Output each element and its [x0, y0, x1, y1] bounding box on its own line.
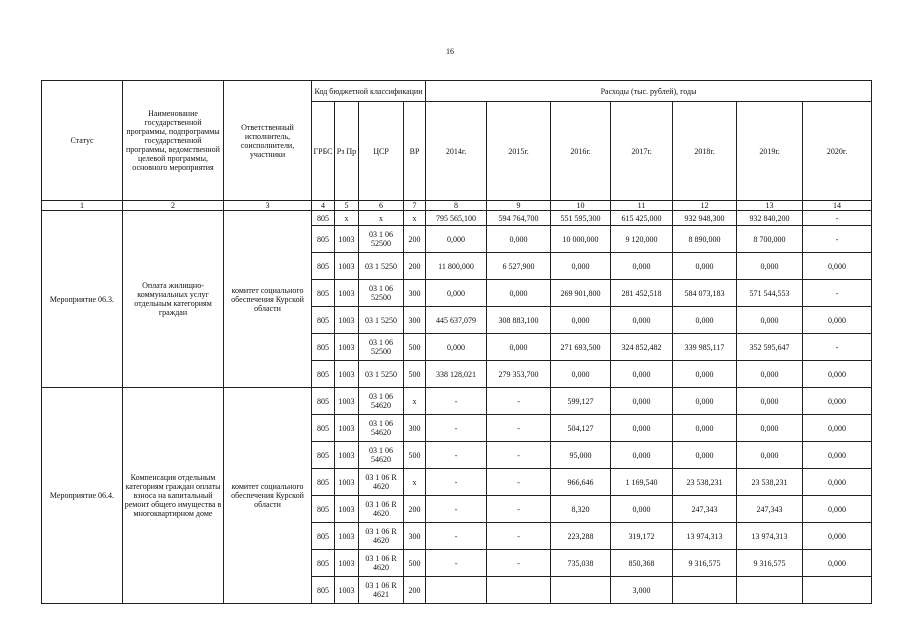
table-cell: 0,000: [551, 307, 611, 334]
table-cell: 03 1 06 R 4621: [359, 577, 404, 604]
table-cell: 615 425,000: [611, 211, 673, 226]
header-year: 2016г.: [551, 102, 611, 201]
table-cell: 03 1 5250: [359, 361, 404, 388]
table-cell: 319,172: [611, 523, 673, 550]
table-cell: 1003: [335, 523, 359, 550]
table-cell: 1003: [335, 442, 359, 469]
table-cell: 0,000: [426, 334, 487, 361]
table-cell: 0,000: [611, 496, 673, 523]
table-cell: 500: [404, 361, 426, 388]
table-cell: x: [404, 469, 426, 496]
table-row: [42, 211, 872, 226]
header-grbs: ГРБС: [312, 102, 335, 201]
row-executor: комитет социального обеспечения Курской области: [224, 211, 312, 388]
table-cell: 300: [404, 523, 426, 550]
table-cell: -: [803, 334, 872, 361]
table-cell: 500: [404, 550, 426, 577]
table-cell: 1 169,540: [611, 469, 673, 496]
table-cell: 0,000: [803, 415, 872, 442]
table-cell: 1003: [335, 496, 359, 523]
table-cell: 03 1 06 52500: [359, 280, 404, 307]
table-cell: 03 1 06 54620: [359, 388, 404, 415]
table-cell: 279 353,700: [487, 361, 551, 388]
table-cell: 1003: [335, 469, 359, 496]
header-year: 2014г.: [426, 102, 487, 201]
table-cell: 03 1 06 54620: [359, 442, 404, 469]
table-cell: 0,000: [487, 334, 551, 361]
table-cell: 247,343: [673, 496, 737, 523]
table-cell: 584 073,183: [673, 280, 737, 307]
table-cell: 0,000: [737, 253, 803, 280]
header-year: 2019г.: [737, 102, 803, 201]
table-cell: 0,000: [551, 253, 611, 280]
table-cell: 3,000: [611, 577, 673, 604]
table-cell: 932 840,200: [737, 211, 803, 226]
table-cell: 300: [404, 415, 426, 442]
table-cell: -: [426, 388, 487, 415]
header-year: 2018г.: [673, 102, 737, 201]
table-cell: -: [426, 523, 487, 550]
table-cell: 11 800,000: [426, 253, 487, 280]
table-cell: 805: [312, 226, 335, 253]
header-executor: Ответственный исполнитель, соисполнители, участники: [224, 81, 312, 201]
column-number: 4: [312, 201, 335, 211]
table-cell: 850,368: [611, 550, 673, 577]
table-cell: 0,000: [487, 226, 551, 253]
table-cell: 0,000: [737, 415, 803, 442]
table-cell: [737, 577, 803, 604]
table-cell: 0,000: [611, 253, 673, 280]
header-year: 2015г.: [487, 102, 551, 201]
table-cell: [551, 577, 611, 604]
table-cell: 500: [404, 334, 426, 361]
table-cell: 735,038: [551, 550, 611, 577]
table-cell: 03 1 06 52500: [359, 226, 404, 253]
table-cell: 805: [312, 253, 335, 280]
budget-table: [41, 80, 872, 604]
table-cell: 200: [404, 577, 426, 604]
table-cell: 200: [404, 496, 426, 523]
table-cell: 805: [312, 415, 335, 442]
column-number: 13: [737, 201, 803, 211]
table-cell: 805: [312, 469, 335, 496]
column-number: 6: [359, 201, 404, 211]
table-cell: 0,000: [611, 307, 673, 334]
table-cell: 0,000: [673, 388, 737, 415]
table-cell: 571 544,553: [737, 280, 803, 307]
table-cell: 0,000: [803, 253, 872, 280]
table-cell: [673, 577, 737, 604]
table-cell: -: [803, 211, 872, 226]
column-number: 14: [803, 201, 872, 211]
table-cell: 0,000: [803, 469, 872, 496]
table-cell: 03 1 06 R 4620: [359, 523, 404, 550]
table-cell: 1003: [335, 280, 359, 307]
table-cell: -: [487, 442, 551, 469]
table-cell: 932 948,300: [673, 211, 737, 226]
table-cell: 1003: [335, 577, 359, 604]
table-cell: 13 974,313: [673, 523, 737, 550]
table-cell: 1003: [335, 226, 359, 253]
table-cell: 0,000: [673, 442, 737, 469]
table-cell: 0,000: [737, 442, 803, 469]
table-cell: 271 693,500: [551, 334, 611, 361]
column-number: 3: [224, 201, 312, 211]
table-cell: 0,000: [673, 361, 737, 388]
column-number: 8: [426, 201, 487, 211]
table-cell: 9 316,575: [737, 550, 803, 577]
column-number: 7: [404, 201, 426, 211]
table-cell: 805: [312, 334, 335, 361]
header-name: Наименование государственной программы, подпрограммы государственной программы, ведомственной целевой программы, основного мероприятия: [123, 81, 224, 201]
table-cell: 0,000: [673, 415, 737, 442]
table-cell: 1003: [335, 253, 359, 280]
table-cell: 0,000: [611, 388, 673, 415]
table-cell: 1003: [335, 361, 359, 388]
table-cell: 0,000: [803, 361, 872, 388]
column-number: 1: [42, 201, 123, 211]
table-row: [42, 388, 872, 415]
table-cell: 0,000: [611, 415, 673, 442]
column-number: 2: [123, 201, 224, 211]
table-cell: 281 452,518: [611, 280, 673, 307]
table-cell: 504,127: [551, 415, 611, 442]
table-cell: 805: [312, 442, 335, 469]
column-number: 5: [335, 201, 359, 211]
table-cell: 03 1 06 54620: [359, 415, 404, 442]
row-name: Компенсация отдельным категориям граждан оплаты взноса на капитальный ремонт общего имущества в многоквартирном доме: [123, 388, 224, 604]
table-cell: 805: [312, 577, 335, 604]
table-cell: 1003: [335, 550, 359, 577]
table-cell: -: [426, 415, 487, 442]
table-cell: 308 883,100: [487, 307, 551, 334]
table-cell: 805: [312, 307, 335, 334]
table-cell: 805: [312, 550, 335, 577]
table-cell: 03 1 06 R 4620: [359, 550, 404, 577]
table-cell: [426, 577, 487, 604]
table-cell: 805: [312, 211, 335, 226]
column-number-row: [42, 201, 872, 211]
table-cell: 551 595,300: [551, 211, 611, 226]
table-cell: 13 974,313: [737, 523, 803, 550]
table-cell: x: [404, 388, 426, 415]
table-cell: 0,000: [803, 550, 872, 577]
table-cell: -: [426, 496, 487, 523]
table-cell: 805: [312, 496, 335, 523]
header-expenses: Расходы (тыс. рублей), годы: [426, 81, 872, 102]
table-cell: 200: [404, 253, 426, 280]
table-cell: -: [803, 226, 872, 253]
header-csr: ЦСР: [359, 102, 404, 201]
table-cell: x: [404, 211, 426, 226]
table-cell: 1003: [335, 307, 359, 334]
table-cell: 1003: [335, 388, 359, 415]
table-cell: 445 637,079: [426, 307, 487, 334]
table-cell: 10 000,000: [551, 226, 611, 253]
column-number: 12: [673, 201, 737, 211]
table-cell: 805: [312, 523, 335, 550]
table-cell: 0,000: [611, 442, 673, 469]
table-cell: 0,000: [803, 523, 872, 550]
table-cell: 95,000: [551, 442, 611, 469]
header-budget-code: Код бюджетной классификации: [312, 81, 426, 102]
table-cell: 9 316,575: [673, 550, 737, 577]
table-cell: -: [487, 523, 551, 550]
table-cell: 8,320: [551, 496, 611, 523]
column-number: 11: [611, 201, 673, 211]
table-cell: 966,646: [551, 469, 611, 496]
header-status: Статус: [42, 81, 123, 201]
table-cell: 0,000: [803, 496, 872, 523]
table-cell: 1003: [335, 415, 359, 442]
page-number: 16: [446, 47, 454, 56]
table-cell: 0,000: [487, 280, 551, 307]
row-status: Мероприятие 06.3.: [42, 211, 123, 388]
table-cell: 8 890,000: [673, 226, 737, 253]
row-name: Оплата жилищно-коммунальных услуг отдельным категориям граждан: [123, 211, 224, 388]
table-cell: 8 700,000: [737, 226, 803, 253]
table-cell: 599,127: [551, 388, 611, 415]
table-cell: 300: [404, 307, 426, 334]
table-cell: 0,000: [803, 307, 872, 334]
table-cell: 223,288: [551, 523, 611, 550]
row-executor: комитет социального обеспечения Курской области: [224, 388, 312, 604]
table-cell: 03 1 06 R 4620: [359, 469, 404, 496]
table-cell: 03 1 06 52500: [359, 334, 404, 361]
table-cell: 9 120,000: [611, 226, 673, 253]
table-cell: 0,000: [673, 307, 737, 334]
table-cell: 0,000: [673, 253, 737, 280]
table-cell: 0,000: [737, 307, 803, 334]
table-cell: 339 985,117: [673, 334, 737, 361]
row-status: Мероприятие 06.4.: [42, 388, 123, 604]
table-cell: x: [335, 211, 359, 226]
table-cell: x: [359, 211, 404, 226]
table-cell: 0,000: [803, 442, 872, 469]
table-cell: 0,000: [426, 226, 487, 253]
header-year: 2020г.: [803, 102, 872, 201]
table-cell: 300: [404, 280, 426, 307]
column-number: 9: [487, 201, 551, 211]
table-cell: 6 527,900: [487, 253, 551, 280]
table-cell: 0,000: [737, 361, 803, 388]
table-cell: 03 1 5250: [359, 253, 404, 280]
table-cell: -: [487, 496, 551, 523]
table-cell: -: [426, 469, 487, 496]
table-cell: 594 764,700: [487, 211, 551, 226]
table-cell: -: [487, 469, 551, 496]
table-cell: 500: [404, 442, 426, 469]
table-cell: 352 595,647: [737, 334, 803, 361]
table-cell: 338 128,021: [426, 361, 487, 388]
table-cell: 0,000: [737, 388, 803, 415]
table-cell: 247,343: [737, 496, 803, 523]
table-cell: 805: [312, 280, 335, 307]
table-cell: 0,000: [551, 361, 611, 388]
table-cell: 200: [404, 226, 426, 253]
header-year: 2017г.: [611, 102, 673, 201]
table-cell: 0,000: [426, 280, 487, 307]
table-cell: 0,000: [611, 361, 673, 388]
table-cell: 03 1 06 R 4620: [359, 496, 404, 523]
table-cell: 324 852,482: [611, 334, 673, 361]
table-cell: -: [803, 280, 872, 307]
table-cell: -: [487, 388, 551, 415]
header-rzpr: Рз Пр: [335, 102, 359, 201]
table-cell: 23 538,231: [673, 469, 737, 496]
header-vr: ВР: [404, 102, 426, 201]
table-cell: 1003: [335, 334, 359, 361]
table-cell: -: [487, 415, 551, 442]
table-cell: -: [426, 550, 487, 577]
table-cell: 269 901,800: [551, 280, 611, 307]
table-cell: 0,000: [803, 388, 872, 415]
table-cell: 23 538,231: [737, 469, 803, 496]
table-body: [42, 211, 872, 604]
table-cell: 805: [312, 361, 335, 388]
table-cell: [487, 577, 551, 604]
table-cell: 805: [312, 388, 335, 415]
table-cell: -: [426, 442, 487, 469]
table-cell: 03 1 5250: [359, 307, 404, 334]
table-cell: [803, 577, 872, 604]
table-cell: -: [487, 550, 551, 577]
table-cell: 795 565,100: [426, 211, 487, 226]
column-number: 10: [551, 201, 611, 211]
